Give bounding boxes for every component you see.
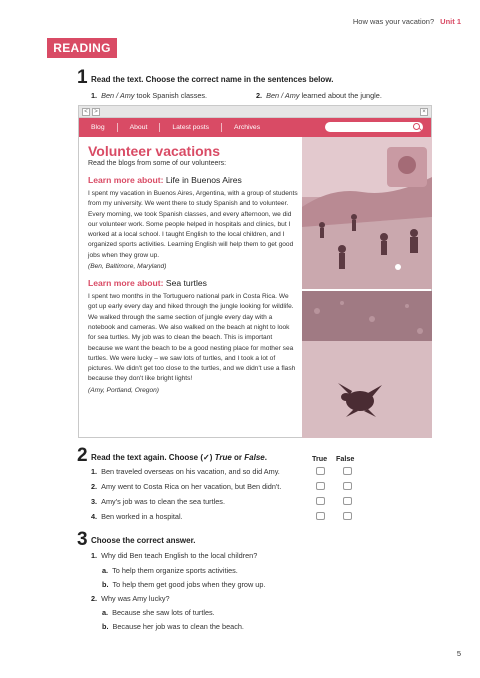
page-header: [353, 17, 461, 26]
true-checkbox[interactable]: [316, 512, 325, 520]
ex3-q1-option-a[interactable]: [102, 566, 238, 575]
option-text: To help them get good jobs when they grow up.: [112, 580, 266, 589]
exercise-1-instruction: Read the text. Choose the correct name in the sentences below.: [91, 75, 334, 84]
tf-item-3: [91, 497, 225, 506]
ex3-q1-option-b[interactable]: [102, 580, 265, 589]
exercise-1-item-2: [256, 91, 382, 100]
forward-icon[interactable]: >: [92, 108, 100, 116]
instruction-text: Read the text again. Choose (✓): [91, 453, 215, 462]
item-text: Ben traveled overseas on his vacation, and so did Amy.: [101, 467, 280, 476]
tf-item-2: [91, 482, 281, 491]
item-number: 4.: [91, 512, 98, 521]
option-letter: a.: [102, 566, 109, 575]
name-choice[interactable]: Ben / Amy: [266, 91, 300, 100]
true-checkbox[interactable]: [316, 482, 325, 490]
post-2-topic: Sea turtles: [165, 278, 207, 289]
tf-item-1: [91, 467, 280, 476]
post-1-heading: [88, 175, 298, 185]
item-number: 1.: [91, 467, 98, 476]
post-1-author: (Ben, Baltimore, Maryland): [88, 263, 167, 271]
instruction-or: or: [231, 453, 245, 462]
close-icon[interactable]: ×: [420, 108, 428, 116]
item-text: Ben worked in a hospital.: [101, 512, 183, 521]
tf-item-4: [91, 512, 183, 521]
nav-about[interactable]: About: [118, 123, 161, 132]
false-checkbox[interactable]: [343, 482, 352, 490]
instruction-end: .: [264, 453, 267, 462]
sea-turtle-illustration: [302, 291, 432, 438]
ex3-question-1: [91, 551, 257, 560]
post-1-text: I spent my vacation in Buenos Aires, Argentina, with a group of students from my university. We went there to study Spanish and to volunteer. Every morning, we took Spanish classes, and every afternoon, we did our volunteer work. Some people helped in hospitals and clinics, but I worked at a local school. I taught English to the local children, and I organized sports activities. Learning English will help them to get good jobs when they grow up.: [88, 190, 298, 259]
page-number: 5: [456, 649, 461, 658]
item-number: 2.: [91, 482, 98, 491]
false-checkbox[interactable]: [343, 497, 352, 505]
instruction-false: False: [244, 453, 265, 462]
nav-archives[interactable]: Archives: [234, 124, 261, 131]
true-checkbox[interactable]: [316, 467, 325, 475]
browser-toolbar: [79, 106, 431, 118]
question-text: Why did Ben teach English to the local children?: [101, 551, 258, 560]
ex3-question-2: [91, 594, 170, 603]
option-text: Because she saw lots of turtles.: [112, 608, 215, 617]
exercise-1-number: 1: [77, 67, 88, 88]
exercise-1-item-1: [91, 91, 207, 100]
item-text: learned about the jungle.: [299, 91, 382, 100]
sea-turtle-photo: [302, 291, 432, 438]
false-checkbox[interactable]: [343, 467, 352, 475]
instruction-true: True: [214, 453, 232, 462]
ex3-q2-option-a[interactable]: [102, 608, 215, 617]
kids-playing-illustration: [302, 137, 432, 289]
item-number: 2.: [256, 91, 263, 100]
option-text: Because her job was to clean the beach.: [112, 622, 244, 631]
blog-browser-window: [78, 105, 432, 438]
back-icon[interactable]: <: [82, 108, 90, 116]
nav-latest-posts[interactable]: Latest posts: [160, 123, 222, 132]
exercise-2-instruction: [91, 453, 267, 462]
header-unit: Unit 1: [440, 17, 461, 26]
buenos-aires-photo: [302, 137, 432, 289]
item-number: 2.: [91, 594, 98, 603]
option-letter: a.: [102, 608, 109, 617]
false-checkbox[interactable]: [343, 512, 352, 520]
blog-title: Volunteer vacations: [88, 143, 221, 159]
post-2-text: I spent two months in the Tortuguero national park in Costa Rica. We got up early every day and hiked through the jungle looking for wildlife. We walked through the same section of jungle every day with a notebook and cameras. We also walked on the beach at night to look for sea turtles. My job was to clean the beach. This is important because we want the beach to be a good nesting place for mother sea turtles. We were lucky – we saw lots of turtles, and I took a lot of pictures. We didn't get too close to the turtles, and we didn't use a flash because they don't like bright lights!: [88, 293, 296, 383]
blog-subtitle: Read the blogs from some of our volunteers:: [88, 160, 227, 167]
blog-navbar: [79, 118, 431, 137]
item-text: Amy's job was to clean the sea turtles.: [101, 497, 225, 506]
post-2-author: (Amy, Portland, Oregon): [88, 386, 159, 394]
ex3-q2-option-b[interactable]: [102, 622, 244, 631]
exercise-3-instruction: Choose the correct answer.: [91, 536, 196, 545]
post-2-heading: [88, 278, 298, 288]
search-input[interactable]: [325, 122, 423, 132]
option-letter: b.: [102, 622, 109, 631]
item-number: 1.: [91, 91, 98, 100]
learn-more-link[interactable]: Learn more about:: [88, 278, 164, 289]
item-number: 3.: [91, 497, 98, 506]
exercise-2-number: 2: [77, 445, 88, 466]
option-text: To help them organize sports activities.: [112, 566, 238, 575]
learn-more-link[interactable]: Learn more about:: [88, 175, 164, 185]
reading-badge: READING: [47, 38, 117, 58]
false-column-header: False: [336, 454, 355, 463]
item-text: took Spanish classes.: [134, 91, 208, 100]
name-choice[interactable]: Ben / Amy: [101, 91, 135, 100]
header-title: How was your vacation?: [352, 17, 435, 26]
blog-content: [88, 143, 298, 394]
item-number: 1.: [91, 551, 98, 560]
item-text: Amy went to Costa Rica on her vacation, but Ben didn't.: [101, 482, 282, 491]
true-column-header: True: [312, 454, 328, 463]
option-letter: b.: [102, 580, 109, 589]
exercise-3-number: 3: [77, 529, 88, 550]
true-checkbox[interactable]: [316, 497, 325, 505]
nav-blog[interactable]: Blog: [79, 123, 118, 132]
search-icon[interactable]: [413, 123, 420, 130]
question-text: Why was Amy lucky?: [101, 594, 170, 603]
post-1-topic: Life in Buenos Aires: [165, 175, 242, 185]
